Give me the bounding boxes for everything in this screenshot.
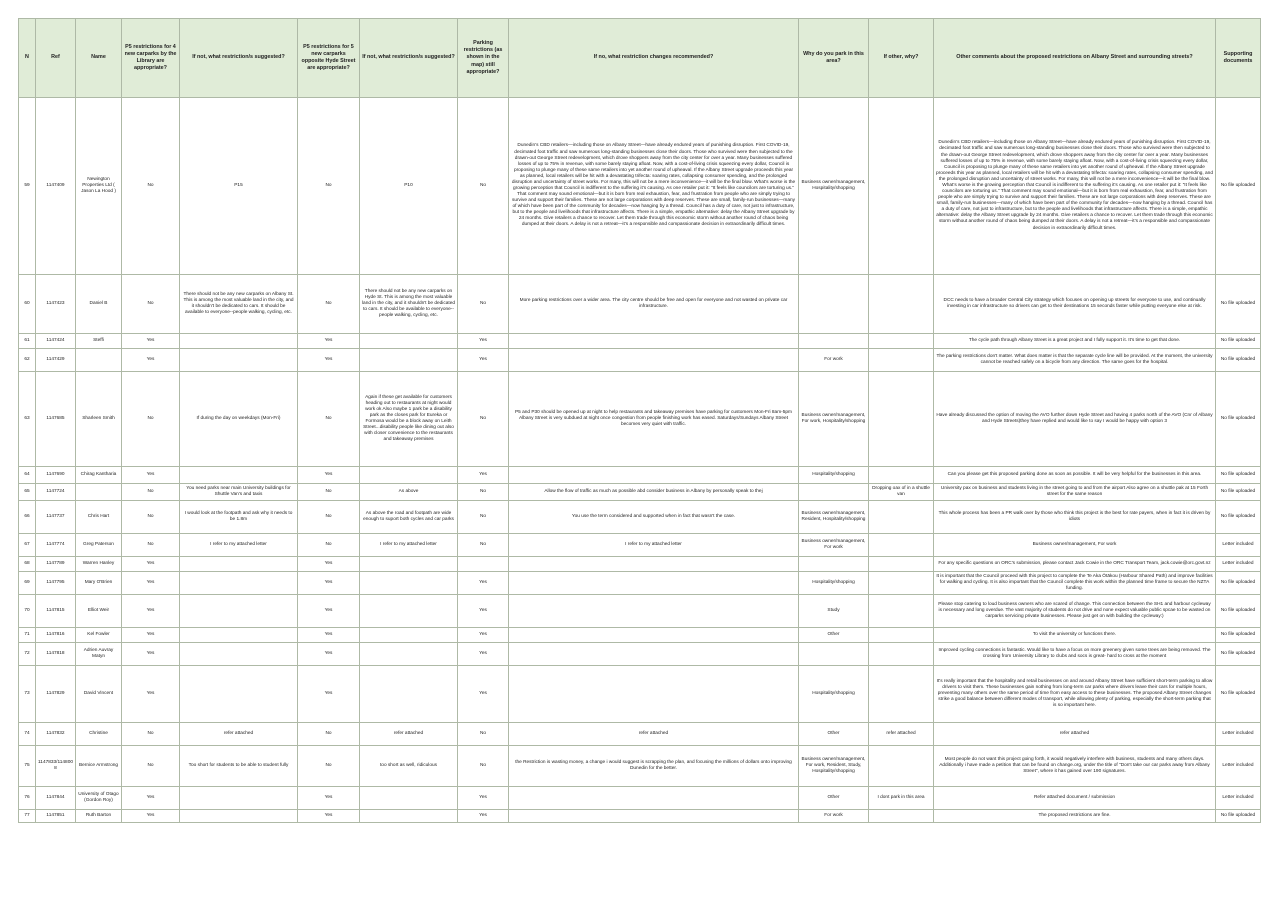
row-comments: To visit the university or functions there. [934,628,1216,643]
row-name: Christine [76,723,122,746]
row-p5-library: Yes [122,787,180,810]
row-ref: 1147815 [36,595,76,628]
row-p5-library: No [122,501,180,534]
row-suggestion-2: too short as well, ridiculous [360,746,458,787]
row-p5-hyde: Yes [298,572,360,595]
row-why-park: Other [799,628,869,643]
row-ref: 1147685 [36,372,76,467]
row-p5-hyde: No [298,501,360,534]
row-p5-library: No [122,275,180,334]
header-name: Name [76,19,122,98]
row-comments: Business owner/management, For work [934,534,1216,557]
row-comments: It is important that the Council proceed with this project to complete the Te Aka Ōtākou (Harbour Shared Path) and improve facilities for walking and cycling. It is also important that the Council complete this work within the planned time frame to secure the NZTA funding. [934,572,1216,595]
row-parking-map: No [458,723,509,746]
row-documents: Letter included [1216,787,1261,810]
row-name: Adrien Auvray Matyn [76,643,122,666]
spreadsheet [18,18,1260,823]
row-why-park: Other [799,787,869,810]
row-comments: It's really important that the hospitality and retail businesses on and around Albany Street have sufficient short-term parking to allow drivers to visit them. These businesses gain nothing from long-term car parks where drivers leave their cars for multiple hours, preventing many others over the same period of time from easy access to these businesses. The proposed Albany Street changes strike a good balance between different modes of transport, while allowing plenty of parking, especially the short-term parking that is so important here. [934,666,1216,723]
row-changes [509,572,799,595]
row-p5-hyde: Yes [298,334,360,349]
row-name: Steffi [76,334,122,349]
row-other-why [869,628,934,643]
table-row [19,557,1261,572]
row-number: 71 [19,628,36,643]
row-p5-library: No [122,484,180,501]
row-documents: No file uploaded [1216,467,1261,484]
table-row [19,572,1261,595]
row-changes [509,349,799,372]
row-documents: No file uploaded [1216,349,1261,372]
row-changes [509,467,799,484]
row-p5-hyde: No [298,98,360,275]
row-other-why [869,810,934,823]
row-why-park: Business owner/management, For work [799,534,869,557]
row-parking-map: Yes [458,595,509,628]
row-documents: No file uploaded [1216,372,1261,467]
row-p5-library: Yes [122,810,180,823]
row-p5-library: Yes [122,334,180,349]
table-row [19,723,1261,746]
row-parking-map: Yes [458,467,509,484]
table-row [19,275,1261,334]
row-changes: Dunedin’s CBD retailers—including those on Albany Street—have already endured years of punishing disruption. First COVID-19, decimated foot traffic and saw numerous long-standing businesses close their doors. Those who survived were then subjected to the drawn-out George Street redevelopment, which drove shoppers away from the city center for over a year. Many businesses suffered losses of up to 75% in revenue, with some barely staying afloat. Now, with a cost-of-living crisis squeezing every dollar, Council is proposing to plunge many of these same retailers into yet another round of upheaval. If the Albany Street upgrade proceeds this year as planned, local retailers will be hit with a devastating trifecta: soaring rates, collapsing consumer spending, and the prolonged disruption and uncertainty of street works. For many, this will not be a mere inconvenience—it will be the final blow. What’s worse is the growing perception that Council is indifferent to the suffering it’s causing. As one retailer put it: “It feels like councilors are torturing us.” That comment may sound emotional—but it is born from real exhaustion, fear, and frustration from people who are simply trying to survive and support their families. These are not large corporations with deep reserves. These are small, family-run businesses—many of which have been part of the community for decades—now hanging by a thread. Council has a duty of care, not just to infrastructure, but to the people and livelihoods that infrastructure affects. There is a simple, empathic alternative: delay the Albany Street upgrade by 24 months. Give retailers a chance to recover. Let them trade through this economic storm without another round of chaos being dumped at their doors. A delay is not a retreat—it’s a responsible and compassionate decision in extraordinarily difficult times. [509,98,799,275]
row-ref: 1147833/1148008 [36,746,76,787]
row-changes: refer attached [509,723,799,746]
row-suggestion-2 [360,557,458,572]
row-p5-library: Yes [122,467,180,484]
row-why-park: Hospitality/shopping [799,666,869,723]
row-changes [509,628,799,643]
row-changes: Allow the flow of traffic as much as possible abd consider business in Albany by personally speak to thej [509,484,799,501]
row-documents: Letter included [1216,557,1261,572]
row-comments: Have already discussed the option of moving the AVO further down Hyde Street and having 4 parks north of the AVO (Cnr of Albany and Hyde Streets)they have replied and would like to say I would be happy with option 3 [934,372,1216,467]
row-parking-map: Yes [458,810,509,823]
header-why-park: Why do you park in this area? [799,19,869,98]
row-why-park [799,643,869,666]
row-other-why: I dont park in this area [869,787,934,810]
row-comments: Dunedin’s CBD retailers—including those on Albany Street—have already endured years of punishing disruption. First COVID-19, decimated foot traffic and saw numerous long-standing businesses close their doors. Those who survived were then subjected to the drawn-out George Street redevelopment, which drove shoppers away from the city center for over a year. Many businesses suffered losses of up to 75% in revenue, with some barely staying afloat. Now, with a cost-of-living crisis squeezing every dollar, Council is proposing to plunge many of these same retailers into yet another round of upheaval. If the Albany Street upgrade proceeds this year as planned, local retailers will be hit with a devastating trifecta: soaring rates, collapsing consumer spending, and the prolonged disruption and uncertainty of street works. For many, this will not be a mere inconvenience—it will be the final blow. What’s worse is the growing perception that Council is indifferent to the suffering it’s causing. As one retailer put it: “It feels like councilors are torturing us.” That comment may sound emotional—but it is born from real exhaustion, fear, and frustration from people who are simply trying to survive and support their families. These are not large corporations with deep reserves. These are small, family-run businesses—many of which have been part of the community for decades—now hanging by a thread. Council has a duty of care, not just to infrastructure, but to the people and livelihoods that infrastructure affects. There is a simple, empathic alternative: delay the Albany Street upgrade by 24 months. Give retailers a chance to recover. Let them trade through this economic storm without another round of chaos being dumped at their doors. A delay is not a retreat—it’s a responsible and compassionate decision in extraordinarily difficult times. [934,98,1216,275]
row-other-why [869,557,934,572]
row-documents: No file uploaded [1216,275,1261,334]
row-ref: 1147851 [36,810,76,823]
row-p5-library: Yes [122,572,180,595]
row-suggestion-1: If during the day on weekdays (Mon-Fri) [180,372,298,467]
row-suggestion-2: I refer to my attached letter [360,534,458,557]
row-comments: DCC needs to have a broader Central City strategy which focuses on opening up streets for everyone to use, and continually investing in car infrastructure so drivers can get to their destinations 15 seconds faster while putting everyone else at risk. [934,275,1216,334]
row-changes: More parking restrictions over a wider area. The city centre should be free and open for everyone and not wasted on private car infrastructure. [509,275,799,334]
row-suggestion-2 [360,334,458,349]
header-ref: Ref [36,19,76,98]
header-if-other: If other, why? [869,19,934,98]
row-name: Newington Properties Ltd ( Jason La Hood ) [76,98,122,275]
header-if-not-2: If not, what restriction/s suggested? [360,19,458,98]
header-if-no-changes: If no, what restriction changes recommended? [509,19,799,98]
row-why-park: Business owner/management, For work, Resident, Study, Hospitality/shopping [799,746,869,787]
row-other-why [869,275,934,334]
row-p5-hyde: No [298,372,360,467]
row-suggestion-1: Too short for students to be able to student fully [180,746,298,787]
row-number: 69 [19,572,36,595]
row-changes [509,666,799,723]
row-name: Greg Paterson [76,534,122,557]
row-why-park [799,484,869,501]
row-suggestion-2 [360,349,458,372]
header-if-not-1: If not, what restriction/s suggested? [180,19,298,98]
header-p5-hyde: P5 restrictions for 5 new carparks opposite Hyde Street are appropriate? [298,19,360,98]
row-suggestion-1 [180,349,298,372]
row-other-why [869,572,934,595]
row-why-park [799,334,869,349]
row-other-why [869,666,934,723]
row-why-park: Business owner/management, Resident, Hospitality/shopping [799,501,869,534]
table-row [19,501,1261,534]
table-row [19,787,1261,810]
row-ref: 1147429 [36,349,76,372]
row-name: Elliot Weir [76,595,122,628]
row-name: Daniel B [76,275,122,334]
row-suggestion-2: refer attached [360,723,458,746]
row-suggestion-1: You need parks near main University buildings for Shuttle Van's and taxis [180,484,298,501]
row-p5-library: Yes [122,628,180,643]
row-changes: You use the term considered and supported when in fact that wasn't the case. [509,501,799,534]
row-ref: 1147774 [36,534,76,557]
row-p5-hyde: No [298,275,360,334]
header-other-comments: Other comments about the proposed restrictions on Albany Street and surrounding streets? [934,19,1216,98]
row-name: Chris Hart [76,501,122,534]
row-changes [509,643,799,666]
row-ref: 1147409 [36,98,76,275]
table-row [19,467,1261,484]
row-ref: 1147724 [36,484,76,501]
row-suggestion-1 [180,810,298,823]
row-name [76,484,122,501]
row-suggestion-1 [180,787,298,810]
row-suggestion-2: As above the road and footpath are wide enough to suport both cycles and car parks [360,501,458,534]
row-ref: 1147844 [36,787,76,810]
row-why-park: Hospitality/shopping [799,572,869,595]
row-parking-map: Yes [458,628,509,643]
row-other-why [869,501,934,534]
row-documents: Letter included [1216,723,1261,746]
row-parking-map: Yes [458,349,509,372]
row-other-why [869,467,934,484]
row-number: 72 [19,643,36,666]
row-suggestion-1: I refer to my attached letter [180,534,298,557]
row-number: 67 [19,534,36,557]
row-comments: The cycle path through Albany Street is a great project and I fully support it. It's time to get that done. [934,334,1216,349]
row-ref: 1147829 [36,666,76,723]
row-p5-library: No [122,98,180,275]
row-parking-map: No [458,534,509,557]
row-ref: 1147423 [36,275,76,334]
row-parking-map: No [458,484,509,501]
row-suggestion-2: P10 [360,98,458,275]
row-name: Ruth Barton [76,810,122,823]
row-number: 76 [19,787,36,810]
row-parking-map: No [458,746,509,787]
row-why-park [799,557,869,572]
row-other-why [869,534,934,557]
row-p5-hyde: Yes [298,628,360,643]
row-suggestion-2 [360,595,458,628]
row-documents: No file uploaded [1216,484,1261,501]
row-name: Mary O'Brien [76,572,122,595]
row-changes [509,334,799,349]
row-p5-hyde: Yes [298,349,360,372]
row-p5-hyde: Yes [298,643,360,666]
table-row [19,484,1261,501]
row-other-why [869,595,934,628]
row-p5-library: No [122,534,180,557]
row-suggestion-1 [180,666,298,723]
row-p5-hyde: No [298,723,360,746]
row-p5-hyde: Yes [298,666,360,723]
row-documents: Letter included [1216,746,1261,787]
row-comments: This whole process has been a PR walk over by those who think this project is the best for rate payers, when in fact it is driven by idiots [934,501,1216,534]
row-parking-map: No [458,275,509,334]
row-documents: No file uploaded [1216,98,1261,275]
row-ref: 1147816 [36,628,76,643]
row-changes [509,557,799,572]
row-suggestion-1 [180,557,298,572]
row-p5-library: Yes [122,643,180,666]
row-ref: 1147832 [36,723,76,746]
row-why-park: Hospitality/shopping [799,467,869,484]
row-p5-library: No [122,746,180,787]
header-n: N [19,19,36,98]
row-other-why [869,98,934,275]
row-p5-hyde: No [298,534,360,557]
row-suggestion-1 [180,628,298,643]
row-parking-map: Yes [458,572,509,595]
row-ref: 1147818 [36,643,76,666]
row-suggestion-2 [360,643,458,666]
row-p5-hyde: Yes [298,810,360,823]
row-documents: No file uploaded [1216,572,1261,595]
row-number: 70 [19,595,36,628]
row-documents: No file uploaded [1216,595,1261,628]
row-suggestion-2 [360,572,458,595]
row-other-why: Dropping oax of in a shuttle van [869,484,934,501]
row-suggestion-2 [360,666,458,723]
row-number: 68 [19,557,36,572]
table-row [19,534,1261,557]
row-p5-library: Yes [122,666,180,723]
row-comments: Refer attached document / submission [934,787,1216,810]
table-row [19,628,1261,643]
row-number: 75 [19,746,36,787]
row-other-why [869,746,934,787]
row-p5-library: Yes [122,349,180,372]
row-parking-map: Yes [458,787,509,810]
row-other-why: refer attached [869,723,934,746]
row-suggestion-1: There should not be any new carparks on Albany St. This is among the most valuable land in the city, and it shouldn't be dedicated to cars. It should be available to everyone--people walking, cycling, etc. [180,275,298,334]
row-why-park: Study [799,595,869,628]
row-other-why [869,643,934,666]
row-number: 66 [19,501,36,534]
row-changes: the Restriction is wasting money, a change i would suggest is scrapping the plan, and focusing the millions of dollars onto improving Dunedin for the better. [509,746,799,787]
row-why-park: Business owner/management, For work, Hospitality/shopping [799,372,869,467]
row-p5-library: Yes [122,557,180,572]
row-why-park: For work [799,810,869,823]
row-ref: 1147690 [36,467,76,484]
row-p5-hyde: Yes [298,787,360,810]
row-documents: No file uploaded [1216,334,1261,349]
row-number: 61 [19,334,36,349]
header-row [19,19,1261,98]
row-name: Sharleen Smith [76,372,122,467]
row-p5-hyde: Yes [298,595,360,628]
row-number: 60 [19,275,36,334]
row-suggestion-2 [360,467,458,484]
row-suggestion-2: There should not be any new carparks on Hyde St. This is among the most valuable land in the city, and it shouldn't be dedicated to cars. It should be available to everyone--people walking, cycling, etc. [360,275,458,334]
row-number: 73 [19,666,36,723]
row-number: 59 [19,98,36,275]
row-p5-library: Yes [122,595,180,628]
row-suggestion-2 [360,810,458,823]
row-name [76,349,122,372]
row-suggestion-1 [180,467,298,484]
row-documents: Letter included [1216,534,1261,557]
row-name: Warren Hanley [76,557,122,572]
row-suggestion-2 [360,628,458,643]
row-documents: No file uploaded [1216,643,1261,666]
row-suggestion-1 [180,643,298,666]
row-comments: The parking restrictions don't matter. What does matter is that the separate cycle line will be provided. At the moment, the university cannot be reached safely on a bicycle from any direction. The same goes for the hospital. [934,349,1216,372]
row-suggestion-2 [360,787,458,810]
row-parking-map: No [458,372,509,467]
row-changes [509,595,799,628]
row-other-why [869,334,934,349]
row-other-why [869,349,934,372]
row-parking-map: No [458,98,509,275]
row-changes [509,787,799,810]
row-suggestion-1 [180,595,298,628]
table-row [19,810,1261,823]
row-suggestion-1: P15 [180,98,298,275]
row-why-park [799,275,869,334]
row-number: 77 [19,810,36,823]
row-suggestion-2: As above [360,484,458,501]
row-parking-map: Yes [458,666,509,723]
row-parking-map: Yes [458,643,509,666]
row-p5-library: No [122,723,180,746]
row-parking-map [458,557,509,572]
row-number: 64 [19,467,36,484]
row-why-park: Other [799,723,869,746]
row-parking-map: No [458,501,509,534]
row-ref: 1147737 [36,501,76,534]
row-name: Bernice Armstrong [76,746,122,787]
row-comments: Can you please get this proposed parking done as soon as possible. It will be very helpful for the businesses in this area. [934,467,1216,484]
row-changes: P5 and P30 should be opened up at night to help restaurants and takeaway premises have parking for customers Mon-Fri 8am-5pm Albany Street is very subdued at night once congestion from people finishing work has eased. Saturdays/Sundays Albany Street becomes very quiet with traffic. [509,372,799,467]
row-changes: I refer to my attached letter [509,534,799,557]
submissions-table [18,18,1261,823]
table-row [19,98,1261,275]
row-documents: No file uploaded [1216,666,1261,723]
table-row [19,372,1261,467]
row-comments: Please stop catering to loud business owners who are scared of change. This connection between the SH1 and harbour cycleway is necessary and long overdue. The vast majority of students do not drive and none expect valuable public spcae to be wasted on carparks servicing private businesses. Please just get on with building the cycleway:) [934,595,1216,628]
header-p5-library: P5 restrictions for 4 new carparks by the Library are appropriate? [122,19,180,98]
row-ref: 1147795 [36,572,76,595]
row-suggestion-1: refer attached [180,723,298,746]
row-why-park: For work [799,349,869,372]
row-suggestion-1: I would look at the footpath and ask why it needs to be 1.8m [180,501,298,534]
header-parking-map: Parking restrictions (as shown in the map) still appropriate? [458,19,509,98]
table-row [19,666,1261,723]
row-documents: No file uploaded [1216,501,1261,534]
table-row [19,595,1261,628]
row-comments: Most people do not want this project going forth, it would negatively interfere with business, students and many others days. Additionally i have made a petition that can be found on change.org, under the title of "Don't take our car parks away from Albany Street", where it has gained over 190 signatures. [934,746,1216,787]
row-documents: No file uploaded [1216,628,1261,643]
table-row [19,746,1261,787]
row-number: 74 [19,723,36,746]
row-why-park: Business owner/management, Hospitality/shopping [799,98,869,275]
row-name: David Vincent [76,666,122,723]
row-comments: Improved cycling connections is fantastic. Would like to have a focus on more greenery given some trees are being removed. The crossing from University Library to clubs and socs is great- hard to cross at the moment [934,643,1216,666]
table-row [19,349,1261,372]
row-comments: University pax on business and students living in the street going to and from the airport Also agree on a shuttle pak at 15 Forth street for the same reason [934,484,1216,501]
row-comments: refer attached [934,723,1216,746]
row-p5-hyde: No [298,484,360,501]
row-p5-hyde: Yes [298,557,360,572]
row-p5-library: No [122,372,180,467]
row-name: University of Otago (Gordon Roy) [76,787,122,810]
row-name: Chirag Kantharia [76,467,122,484]
row-number: 62 [19,349,36,372]
row-ref: 1147424 [36,334,76,349]
row-changes [509,810,799,823]
row-comments: For any specific questions on ORC's submission, please contact Jack Cowie in the ORC Transport Team, jack.cowie@orc.govt.nz [934,557,1216,572]
row-p5-hyde: No [298,746,360,787]
table-row [19,334,1261,349]
row-number: 63 [19,372,36,467]
row-documents: No file uploaded [1216,810,1261,823]
row-suggestion-2: Again if these get available for customers heading out to restaurants at night would work ok Also maybe 1 park be a disability park as the closes park for Eureka or Formosa would be a block away on Leith Street...disability people like dining out also with closer convenience to the restaurants and takeaway premises [360,372,458,467]
row-suggestion-1 [180,572,298,595]
row-other-why [869,372,934,467]
row-ref: 1147789 [36,557,76,572]
row-comments: The proposed restrictions are fine. [934,810,1216,823]
row-p5-hyde: Yes [298,467,360,484]
table-body [19,98,1261,823]
row-suggestion-1 [180,334,298,349]
row-number: 65 [19,484,36,501]
header-supporting: Supporting documents [1216,19,1261,98]
row-parking-map: Yes [458,334,509,349]
table-row [19,643,1261,666]
row-name: Kel Fowler [76,628,122,643]
